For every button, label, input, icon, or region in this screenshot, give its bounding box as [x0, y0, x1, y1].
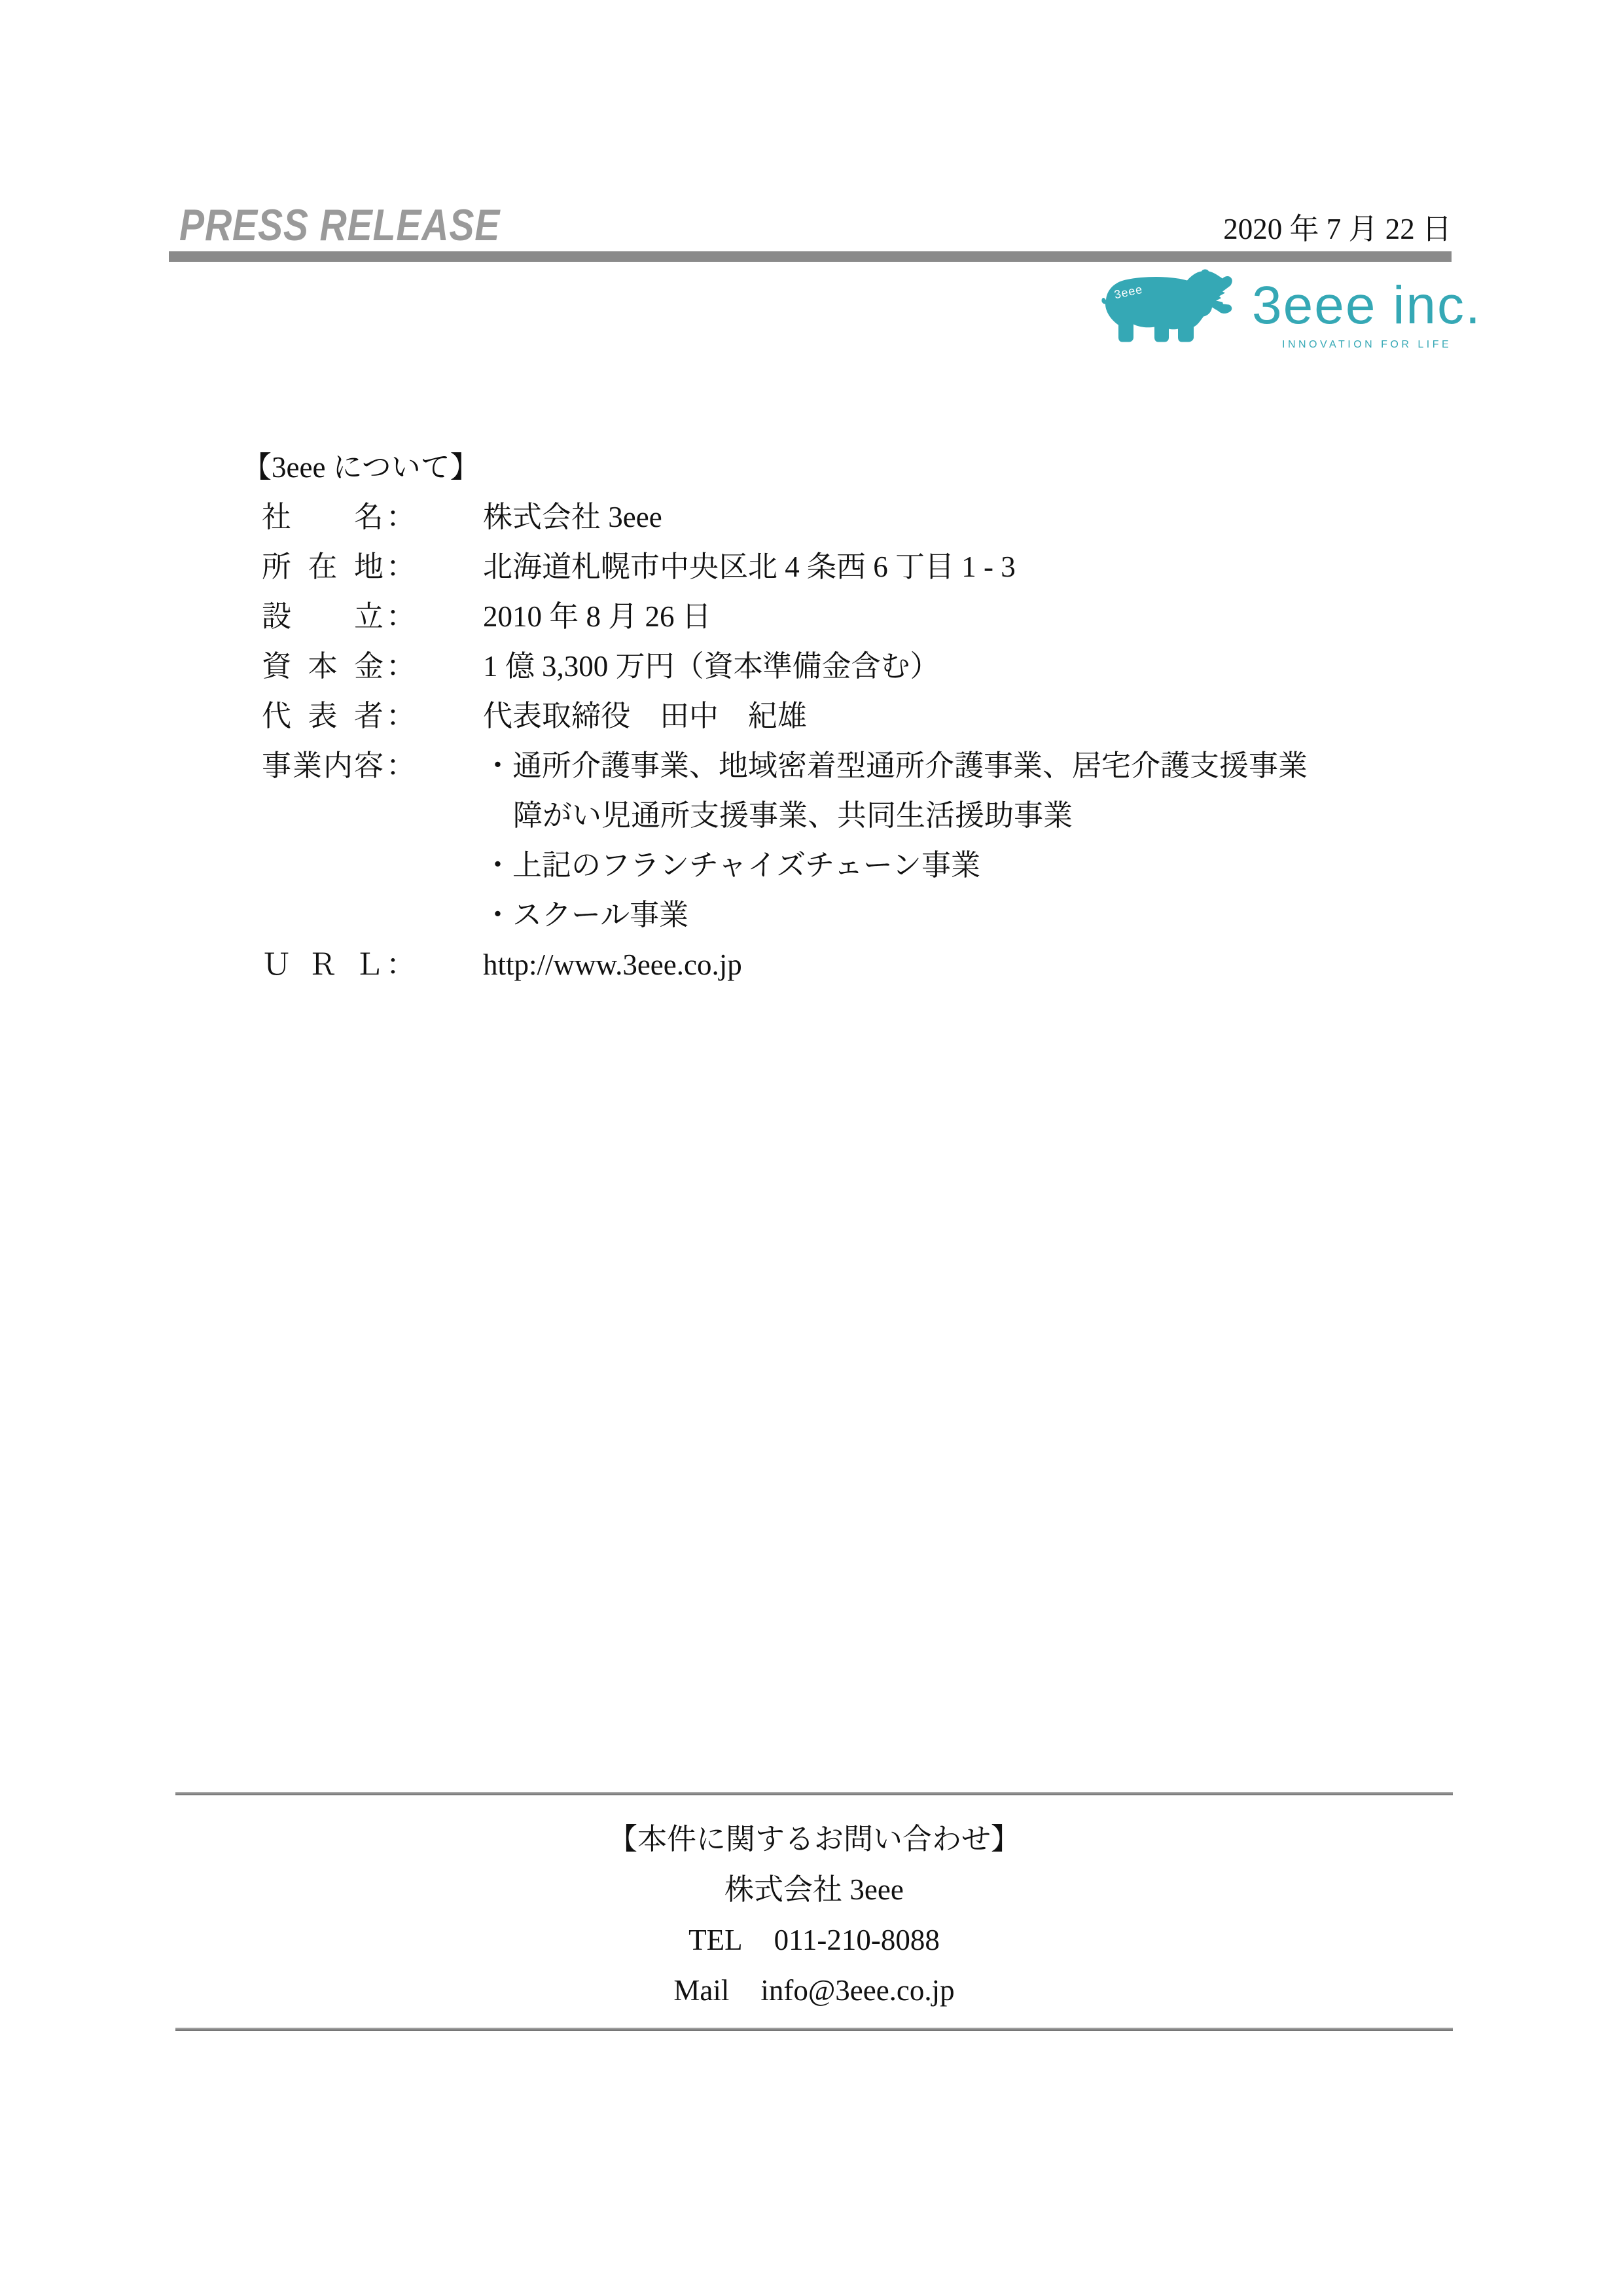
company-url-link[interactable]: http://www.3eee.co.jp [483, 948, 742, 981]
info-colon: ： [386, 501, 416, 533]
company-logo [1101, 268, 1482, 351]
info-row-capital [242, 641, 1472, 691]
logo-company-name: 3eee inc. [1252, 276, 1482, 335]
info-colon: ： [386, 600, 416, 633]
hippo-logo-icon [1101, 268, 1235, 344]
info-colon: ： [386, 948, 416, 981]
release-date: 2020 年 7 月 22 日 [1223, 213, 1452, 245]
info-label: 社名 [262, 501, 383, 533]
info-label: 代表者 [262, 700, 383, 732]
mail-value[interactable]: info@3eee.co.jp [760, 1974, 955, 2007]
info-colon: ： [386, 650, 416, 683]
mail-label: Mail [673, 1974, 730, 2007]
press-release-wordmark: PRESS RELEASE [179, 200, 501, 250]
info-label: ＵＲＬ [262, 948, 383, 981]
footer-company: 株式会社 3eee [724, 1873, 904, 1906]
footer-heading: 【本件に関するお問い合わせ】 [607, 1823, 1020, 1856]
business-line: ・通所介護事業、地域密着型通所介護事業、居宅介護支援事業 [483, 749, 1308, 782]
info-value: 株式会社 3eee [483, 501, 662, 533]
info-label: 設立 [262, 600, 383, 633]
info-label: 資本金 [262, 650, 383, 683]
footer-contact-section [175, 1814, 1453, 2016]
header-divider-bar [169, 251, 1452, 262]
info-label: 所在地 [262, 550, 383, 583]
tel-label: TEL [688, 1924, 743, 1956]
logo-tagline: INNOVATION FOR LIFE [1282, 339, 1452, 350]
info-label: 事業内容 [262, 749, 383, 782]
info-row-representative [242, 691, 1472, 741]
info-value: 2010 年 8 月 26 日 [483, 600, 711, 633]
business-lines [483, 741, 1308, 940]
info-row-business [242, 741, 1472, 940]
info-colon: ： [386, 550, 416, 583]
footer-divider-bottom [175, 2028, 1453, 2031]
tel-value: 011-210-8088 [774, 1924, 940, 1956]
info-value: 1 億 3,300 万円（資本準備金含む） [483, 650, 940, 683]
info-row-founded [242, 592, 1472, 641]
info-colon: ： [386, 700, 416, 732]
info-row-company-name [242, 492, 1472, 542]
business-line: ・スクール事業 [483, 899, 689, 931]
hippo-mark-label: 3eee [1113, 282, 1144, 302]
info-value: 代表取締役 田中 紀雄 [483, 700, 808, 732]
business-line: 障がい児通所支援事業、共同生活援助事業 [513, 799, 1073, 832]
footer-tel-row [175, 1915, 1453, 1965]
info-colon: ： [386, 749, 416, 782]
footer-mail-row [175, 1965, 1453, 2016]
logo-text-block [1252, 268, 1482, 351]
info-row-address [242, 542, 1472, 592]
about-section [242, 442, 1472, 990]
info-value: 北海道札幌市中央区北 4 条西 6 丁目 1 - 3 [483, 550, 1016, 583]
info-row-url [242, 940, 1472, 990]
footer-divider-top [175, 1792, 1453, 1795]
business-line: ・上記のフランチャイズチェーン事業 [483, 849, 981, 882]
about-heading: 【3eee について】 [242, 451, 480, 484]
